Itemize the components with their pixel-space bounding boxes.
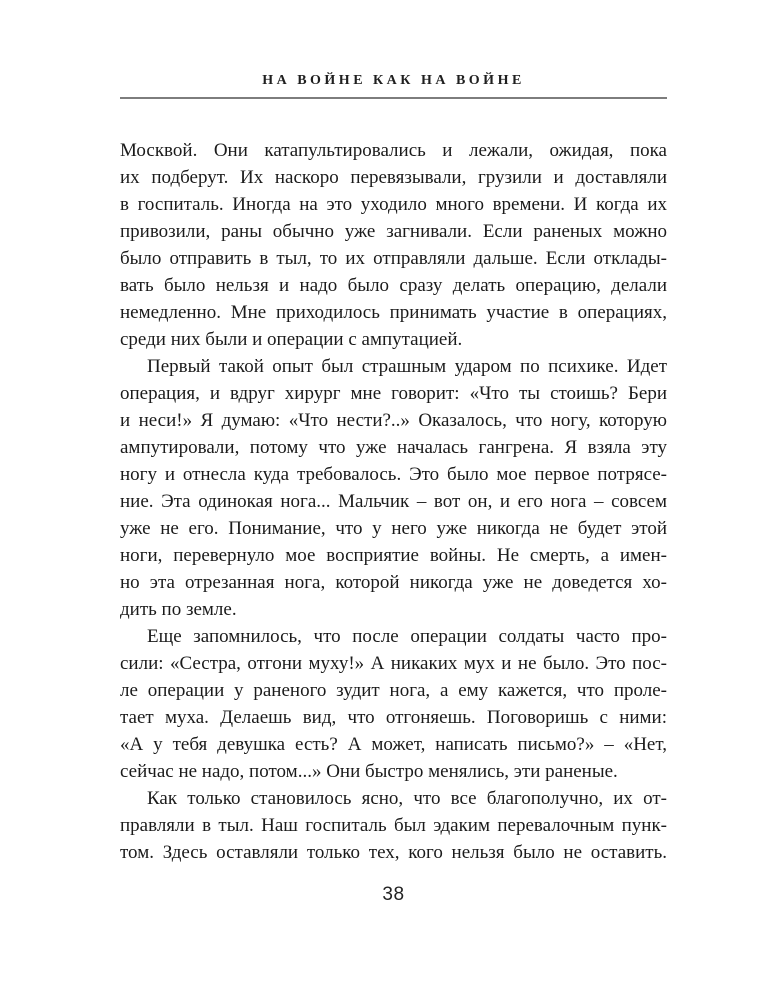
text-line: немедленно. Мне приходилось принимать участие в операциях, [120, 302, 667, 323]
text-line: дить по земле. [120, 599, 237, 620]
text-line: их подберут. Их наскоро перевязывали, грузили и доставляли [120, 167, 667, 188]
text-line: среди них были и операции с ампутацией. [120, 329, 463, 350]
text-line: было отправить в тыл, то их отправляли дальше. Если отклады- [120, 248, 667, 269]
page-number: 38 [382, 884, 405, 905]
text-line: ноги, перевернуло мое восприятие войны. Не смерть, а имен- [120, 545, 667, 566]
text-line: Москвой. Они катапультировались и лежали, ожидая, пока [120, 140, 667, 161]
text-line: правляли в тыл. Наш госпиталь был эдаким перевалочным пунк- [120, 815, 667, 836]
text-line: в госпиталь. Иногда на это уходило много времени. И когда их [120, 194, 667, 215]
text-line: уже не его. Понимание, что у него уже никогда не будет этой [120, 518, 667, 539]
text-line: Первый такой опыт был страшным ударом по психике. Идет [147, 356, 667, 377]
text-line: операция, и вдруг хирург мне говорит: «Что ты стоишь? Бери [120, 383, 667, 404]
text-line: привозили, раны обычно уже загнивали. Если раненых можно [120, 221, 667, 242]
text-line: тает муха. Делаешь вид, что отгоняешь. Поговоришь с ними: [120, 707, 667, 728]
text-line: сейчас не надо, потом...» Они быстро менялись, эти раненые. [120, 761, 618, 782]
text-line: Еще запомнилось, что после операции солдаты часто про- [147, 626, 667, 647]
paragraph [120, 623, 667, 785]
text-line: и неси!» Я думаю: «Что нести?..» Оказалось, что ногу, которую [120, 410, 667, 431]
text-line: сили: «Сестра, отгони муху!» А никаких мух и не было. Это пос- [120, 653, 667, 674]
text-line: Как только становилось ясно, что все благополучно, их от- [147, 788, 667, 809]
paragraph [120, 137, 667, 353]
text-line: вать было нельзя и надо было сразу делать операцию, делали [120, 275, 667, 296]
paragraph [120, 353, 667, 623]
running-header-title: НА ВОЙНЕ КАК НА ВОЙНЕ [262, 73, 525, 88]
header-rule [120, 97, 667, 99]
text-line: том. Здесь оставляли только тех, кого нельзя было не оставить. [120, 842, 667, 863]
text-line: ногу и отнесла куда требовалось. Это было мое первое потрясе- [120, 464, 667, 485]
text-line: ние. Эта одинокая нога... Мальчик – вот он, и его нога – совсем [120, 491, 667, 512]
text-line: ампутировали, потому что уже началась гангрена. Я взяла эту [120, 437, 667, 458]
paragraph [120, 785, 667, 866]
text-line: ле операции у раненого зудит нога, а ему кажется, что проле- [120, 680, 667, 701]
text-line: но эта отрезанная нога, которой никогда уже не доведется хо- [120, 572, 667, 593]
text-line: «А у тебя девушка есть? А может, написать письмо?» – «Нет, [120, 734, 667, 755]
body-text [120, 137, 667, 866]
